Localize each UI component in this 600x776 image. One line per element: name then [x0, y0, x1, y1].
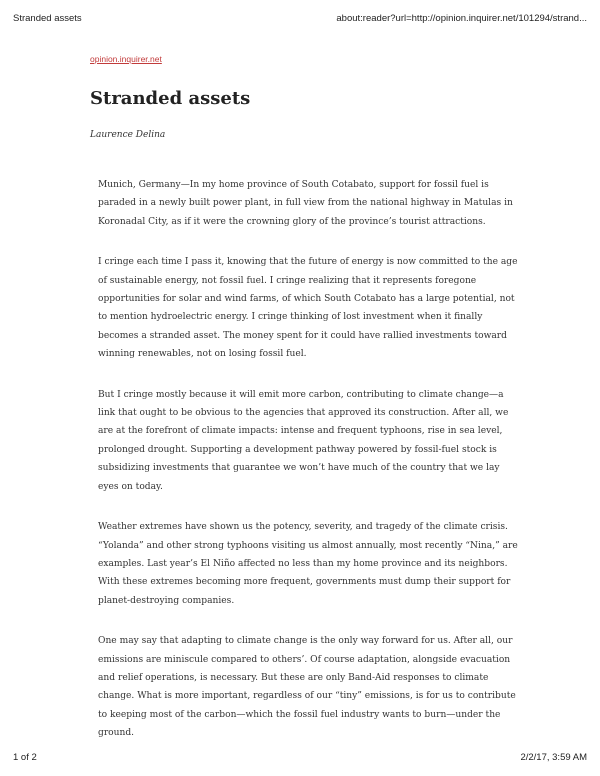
paragraph-1: Munich, Germany—In my home province of South Cotabato, support for fossil fuel is paraded in a newly built power plant, in full view from the national highway in Matulas in Koronadal City, as if it were the crowning glory of the province’s tourist attractions.	[98, 180, 513, 227]
print-timestamp: 2/2/17, 3:59 AM	[520, 752, 587, 763]
print-header-title: Stranded assets	[13, 13, 82, 24]
article-author: Laurence Delina	[90, 130, 166, 140]
article-title: Stranded assets	[90, 88, 251, 109]
source-domain-link[interactable]: opinion.inquirer.net	[90, 54, 162, 64]
article-body	[98, 176, 520, 765]
print-header-url: about:reader?url=http://opinion.inquirer.net/101294/strand...	[336, 13, 587, 24]
paragraph-5: One may say that adapting to climate change is the only way forward for us. After all, our emissions are miniscule compared to others’. Of course adaptation, alongside evacuation and relief operations, is necessary. But these are only Band-Aid responses to climate change. What is more important, regardless of our “tiny” emissions, is for us to contribute to keeping most of the carbon—which the fossil fuel industry wants to burn—under the ground.	[98, 636, 516, 739]
paragraph-4: Weather extremes have shown us the potency, severity, and tragedy of the climate crisis. “Yolanda” and other strong typhoons visiting us almost annually, most recently “Nina,” are examples. Last year’s El Niño affected no less than my home province and its neighbors. With these extremes becoming more frequent, governments must dump their support for planet-destroying companies.	[98, 522, 518, 606]
page-number: 1 of 2	[13, 752, 37, 763]
paragraph-3: But I cringe mostly because it will emit more carbon, contributing to climate change—a link that ought to be obvious to the agencies that approved its construction. After all, we are at the forefront of climate impacts: intense and frequent typhoons, rise in sea level, prolonged drought. Supporting a development pathway powered by fossil-fuel stock is subsidizing investments that guarantee we won’t have much of the country that we lay eyes on today.	[98, 389, 509, 492]
paragraph-2: I cringe each time I pass it, knowing that the future of energy is now committed to the age of sustainable energy, not fossil fuel. I cringe realizing that it represents foregone opportunities for solar and wind farms, of which South Cotabato has a large potential, not to mention hydroelectric energy. I cringe thinking of lost investment when it finally becomes a stranded asset. The money spent for it could have rallied investments toward winning renewables, not on losing fossil fuel.	[98, 257, 518, 360]
